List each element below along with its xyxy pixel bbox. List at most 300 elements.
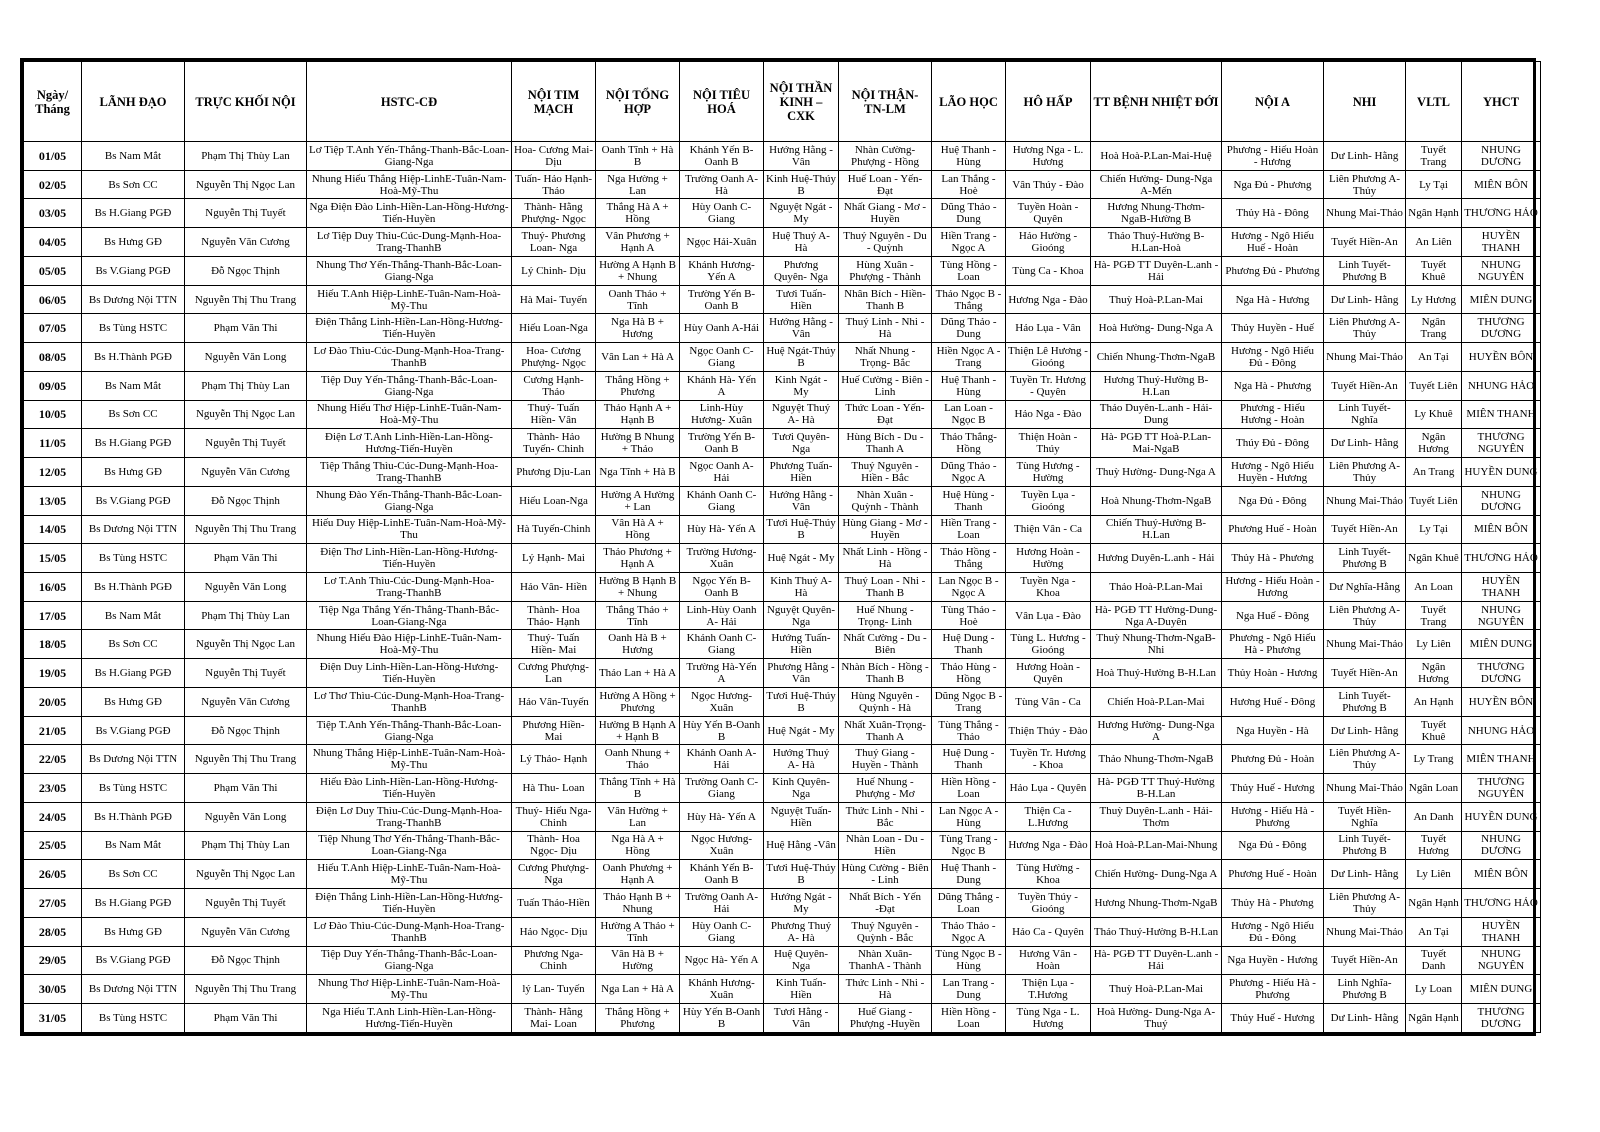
schedule-cell: Ly Tại (1406, 170, 1462, 199)
schedule-cell: Hường A Hồng + Phương (596, 687, 680, 716)
schedule-cell: Nguyễn Thị Thu Trang (185, 745, 307, 774)
schedule-cell: Nga Tĩnh + Hà B (596, 458, 680, 487)
schedule-cell: THƯƠNG HẢO (1462, 199, 1541, 228)
schedule-cell: Nhàn Xuân - Quỳnh - Thành (839, 486, 932, 515)
schedule-cell: Hùy Hà- Yến A (680, 515, 764, 544)
schedule-cell: Tiệp T.Anh Yến-Thắng-Thanh-Bắc-Loan-Giang-Nga (307, 716, 512, 745)
schedule-cell: Thiện Hoàn - Thúy (1006, 429, 1091, 458)
date-cell: 06/05 (24, 285, 82, 314)
schedule-cell: Nhung Thắng Hiệp-LinhE-Tuân-Nam-Hoà-Mỹ-Thu (307, 745, 512, 774)
schedule-cell: Tiệp Nhung Thơ Yến-Thắng-Thanh-Bắc-Loan-Giang-Nga (307, 831, 512, 860)
schedule-body (24, 142, 1541, 1033)
schedule-cell: Bs Dương Nội TTN (82, 745, 185, 774)
schedule-cell: Phương Quyên- Nga (764, 256, 839, 285)
column-header: NỘI TỔNG HỢP (596, 62, 680, 142)
schedule-cell: Chiến Hường- Dung-Nga A (1091, 860, 1222, 889)
schedule-cell: Hiếu T.Anh Hiệp-LinhE-Tuân-Nam-Hoà-Mỹ-Thu (307, 860, 512, 889)
schedule-cell: Dũng Thảo - Dung (932, 314, 1006, 343)
schedule-row (24, 1004, 1541, 1033)
schedule-cell: Thủy Hà - Phương (1222, 544, 1324, 573)
schedule-cell: Hoà Hoà-P.Lan-Mai-Nhung (1091, 831, 1222, 860)
schedule-cell: THƯƠNG HẢO (1462, 544, 1541, 573)
schedule-cell: Thảo Hạnh B + Nhung (596, 889, 680, 918)
schedule-cell: Khánh Hương-Xuân (680, 975, 764, 1004)
date-cell: 31/05 (24, 1004, 82, 1033)
schedule-cell: Tuyết Hiền-An (1324, 659, 1406, 688)
schedule-cell: Phương - Hiếu Hương - Hoàn (1222, 400, 1324, 429)
schedule-cell: Hướng Hằng -Vân (764, 486, 839, 515)
schedule-cell: Thảo Thuý-Hường B-H.Lan-Hoà (1091, 228, 1222, 257)
schedule-cell: Ngân Loan (1406, 774, 1462, 803)
schedule-cell: An Hạnh (1406, 687, 1462, 716)
schedule-cell: Tiệp Duy Yến-Thắng-Thanh-Bắc-Loan-Giang-Nga (307, 946, 512, 975)
schedule-cell: Hương - Ngô Hiếu Huế - Hoàn (1222, 228, 1324, 257)
date-cell: 25/05 (24, 831, 82, 860)
date-cell: 17/05 (24, 601, 82, 630)
schedule-cell: MIÊN BÔN (1462, 860, 1541, 889)
schedule-cell: Thuỳ Hoà-P.Lan-Mai (1091, 285, 1222, 314)
schedule-cell: Thuý Loan - Nhi - Thanh B (839, 573, 932, 602)
schedule-cell: Phương Nga-Chinh (512, 946, 596, 975)
schedule-cell: Hiếu Loan-Nga (512, 314, 596, 343)
schedule-cell: Khánh Yến B-Oanh B (680, 860, 764, 889)
schedule-cell: Lý Thảo- Hạnh (512, 745, 596, 774)
schedule-cell: Kinh Tuấn-Hiền (764, 975, 839, 1004)
schedule-cell: Nga Hiếu T.Anh Linh-Hiền-Lan-Hồng-Hương-Tiến-Huyền (307, 1004, 512, 1033)
schedule-cell: Nhàn Xuân-ThanhA - Thành (839, 946, 932, 975)
schedule-cell: Phạm Thị Thùy Lan (185, 371, 307, 400)
schedule-cell: Linh Nghĩa-Phương B (1324, 975, 1406, 1004)
schedule-cell: Hoa- Cương Mai- Dịu (512, 142, 596, 171)
schedule-cell: Bs V.Giang PGĐ (82, 256, 185, 285)
date-cell: 19/05 (24, 659, 82, 688)
schedule-cell: Vân Hà B + Hường (596, 946, 680, 975)
schedule-cell: Hà- PGĐ TT Duyên-L.anh - Hải (1091, 946, 1222, 975)
schedule-cell: NHUNG DƯƠNG (1462, 142, 1541, 171)
schedule-cell: An Loan (1406, 573, 1462, 602)
schedule-cell: Khánh Hà- Yến A (680, 371, 764, 400)
schedule-row (24, 774, 1541, 803)
schedule-cell: Nhung Hiếu Đào Hiệp-LinhE-Tuân-Nam-Hoà-Mỹ-Thu (307, 630, 512, 659)
schedule-row (24, 285, 1541, 314)
schedule-cell: Tươi Huệ-Thúy B (764, 687, 839, 716)
schedule-cell: Hường B Hạnh B + Nhung (596, 573, 680, 602)
schedule-cell: Phương Đủ - Phương (1222, 256, 1324, 285)
schedule-cell: Tuyền Tr. Hương - Quyên (1006, 371, 1091, 400)
schedule-cell: Hà Mai- Tuyến (512, 285, 596, 314)
schedule-cell: Oanh Nhung + Thảo (596, 745, 680, 774)
schedule-cell: Hương Huế - Đông (1222, 687, 1324, 716)
schedule-cell: NHUNG NGUYÊN (1462, 256, 1541, 285)
date-cell: 28/05 (24, 917, 82, 946)
schedule-cell: Hương Nga - Đào (1006, 831, 1091, 860)
schedule-cell: Phương Huế - Hoàn (1222, 860, 1324, 889)
schedule-cell: HUYỀN DUNG (1462, 802, 1541, 831)
schedule-cell: THƯƠNG NGUYÊN (1462, 774, 1541, 803)
schedule-cell: Thuý Nguyên - Du - Quỳnh (839, 228, 932, 257)
schedule-cell: Linh-Hùy Hương- Xuân (680, 400, 764, 429)
schedule-cell: Bs H.Giang PGĐ (82, 659, 185, 688)
schedule-cell: Tuyết Danh (1406, 946, 1462, 975)
column-header: NỘI TIÊU HOÁ (680, 62, 764, 142)
schedule-cell: An Trang (1406, 458, 1462, 487)
schedule-cell: Hương Vân - Hoàn (1006, 946, 1091, 975)
schedule-cell: Thảo Hùng - Hồng (932, 659, 1006, 688)
schedule-cell: Ngân Hạnh (1406, 1004, 1462, 1033)
schedule-cell: Điện Duy Linh-Hiền-Lan-Hồng-Hương-Tiến-Huyền (307, 659, 512, 688)
schedule-cell: Thủy Huế - Hương (1222, 1004, 1324, 1033)
date-cell: 13/05 (24, 486, 82, 515)
date-cell: 02/05 (24, 170, 82, 199)
schedule-cell: Hương Hoàn - Hường (1006, 544, 1091, 573)
schedule-cell: Phương - Hiếu Hoàn - Hương (1222, 142, 1324, 171)
schedule-cell: Thảo Phương + Hạnh A (596, 544, 680, 573)
schedule-row (24, 256, 1541, 285)
schedule-cell: Điện Thơ Linh-Hiền-Lan-Hồng-Hương-Tiến-Huyền (307, 544, 512, 573)
schedule-row (24, 745, 1541, 774)
schedule-cell: Huệ Thanh - Hùng (932, 371, 1006, 400)
schedule-cell: Nguyễn Văn Long (185, 802, 307, 831)
schedule-cell: Linh Tuyết-Nghĩa (1324, 400, 1406, 429)
schedule-cell: Nguyễn Thị Tuyết (185, 889, 307, 918)
schedule-cell: Hiếu Đào Linh-Hiền-Lan-Hồng-Hương-Tiến-Huyền (307, 774, 512, 803)
schedule-cell: Huệ Dung - Thanh (932, 630, 1006, 659)
schedule-cell: Thuỳ Duyên-L.anh - Hải-Thơm (1091, 802, 1222, 831)
schedule-cell: Dư Linh- Hằng (1324, 285, 1406, 314)
schedule-cell: Đỗ Ngọc Thịnh (185, 486, 307, 515)
schedule-cell: Hảo Vân-Tuyến (512, 687, 596, 716)
schedule-cell: HUYỀN BÔN (1462, 687, 1541, 716)
schedule-cell: Lơ Thơ Thìu-Cúc-Dung-Mạnh-Hoa-Trang-ThanhB (307, 687, 512, 716)
schedule-cell: Lan Trang - Dung (932, 975, 1006, 1004)
schedule-cell: Phương Thuý A- Hà (764, 917, 839, 946)
schedule-cell: Thắng Hồng + Phương (596, 371, 680, 400)
schedule-cell: Thuý Nguyên - Quỳnh - Bắc (839, 917, 932, 946)
schedule-cell: Dư Linh- Hằng (1324, 142, 1406, 171)
schedule-cell: Nguyễn Thị Thu Trang (185, 515, 307, 544)
schedule-cell: Bs Tùng HSTC (82, 1004, 185, 1033)
schedule-cell: Nhàn Bích - Hồng - Thanh B (839, 659, 932, 688)
schedule-cell: THƯƠNG NGUYÊN (1462, 429, 1541, 458)
date-cell: 10/05 (24, 400, 82, 429)
schedule-cell: Thuỳ Nhung-Thơm-NgaB-Nhi (1091, 630, 1222, 659)
schedule-cell: Chiến Hường- Dung-Nga A-Mến (1091, 170, 1222, 199)
schedule-cell: Lý Hạnh- Mai (512, 544, 596, 573)
schedule-cell: Ngọc Oanh A-Hải (680, 458, 764, 487)
column-header: VLTL (1406, 62, 1462, 142)
schedule-cell: Huệ Ngát - My (764, 544, 839, 573)
schedule-cell: Thảo Duyên-L.anh - Hải-Dung (1091, 400, 1222, 429)
schedule-cell: Kinh Thuý A-Hà (764, 573, 839, 602)
schedule-cell: Thảo Thắng-Hồng (932, 429, 1006, 458)
column-header: TT BỆNH NHIỆT ĐỚI (1091, 62, 1222, 142)
date-cell: 15/05 (24, 544, 82, 573)
schedule-cell: Oanh Phương + Hạnh A (596, 860, 680, 889)
schedule-cell: Huế Nhung - Phượng - Mơ (839, 774, 932, 803)
schedule-row (24, 170, 1541, 199)
schedule-cell: Linh-Hùy Oanh A- Hải (680, 601, 764, 630)
schedule-cell: MIÊN BÔN (1462, 170, 1541, 199)
schedule-cell: Ngọc Hương-Xuân (680, 687, 764, 716)
schedule-cell: Bs Hưng GĐ (82, 917, 185, 946)
schedule-cell: Nga Đủ - Đông (1222, 831, 1324, 860)
schedule-cell: THƯƠNG DƯƠNG (1462, 314, 1541, 343)
schedule-cell: Linh Tuyết-Phương B (1324, 687, 1406, 716)
schedule-cell: Dư Linh- Hằng (1324, 860, 1406, 889)
schedule-cell: Tuyền Lụa - Gioóng (1006, 486, 1091, 515)
schedule-row (24, 573, 1541, 602)
schedule-cell: Huệ Thuý A-Hà (764, 228, 839, 257)
schedule-cell: Phương Hiền-Mai (512, 716, 596, 745)
schedule-cell: Hương Nhung-Thơm-NgaB-Hường B (1091, 199, 1222, 228)
schedule-cell: Cương Phượng-Lan (512, 659, 596, 688)
schedule-cell: Trường Hương-Xuân (680, 544, 764, 573)
column-header: NỘI TIM MẠCH (512, 62, 596, 142)
schedule-cell: Trường Yến B-Oanh B (680, 285, 764, 314)
schedule-cell: Hiếu Duy Hiệp-LinhE-Tuân-Nam-Hoà-Mỹ-Thu (307, 515, 512, 544)
schedule-row (24, 860, 1541, 889)
schedule-cell: Hà- PGĐ TT Hoà-P.Lan-Mai-NgaB (1091, 429, 1222, 458)
schedule-cell: Thủy Huế - Hương (1222, 774, 1324, 803)
schedule-cell: Khánh Oanh A-Hải (680, 745, 764, 774)
schedule-cell: Bs V.Giang PGĐ (82, 716, 185, 745)
schedule-cell: Tùng Hương - Hường (1006, 458, 1091, 487)
schedule-cell: Tuyền Thúy - Gioóng (1006, 889, 1091, 918)
schedule-cell: Thủy Huyền - Huế (1222, 314, 1324, 343)
schedule-cell: Bs H.Thành PGĐ (82, 573, 185, 602)
schedule-cell: Dũng Ngọc B - Trang (932, 687, 1006, 716)
schedule-cell: Nhung Thơ Yến-Thắng-Thanh-Bắc-Loan-Giang-Nga (307, 256, 512, 285)
schedule-row (24, 142, 1541, 171)
schedule-cell: Ngọc Oanh C-Giang (680, 343, 764, 372)
schedule-cell: Thắng Thảo + Tĩnh (596, 601, 680, 630)
schedule-cell: Tuyền Tr. Hương - Khoa (1006, 745, 1091, 774)
date-cell: 12/05 (24, 458, 82, 487)
date-cell: 03/05 (24, 199, 82, 228)
schedule-cell: Nga Huyền - Hà (1222, 716, 1324, 745)
schedule-cell: Hùy Oanh C-Giang (680, 199, 764, 228)
schedule-cell: Thức Linh - Nhi - Hà (839, 975, 932, 1004)
schedule-cell: Thuý- Phương Loan- Nga (512, 228, 596, 257)
schedule-cell: Nhất Nhung - Trọng- Bắc (839, 343, 932, 372)
schedule-cell: HUYỀN THANH (1462, 917, 1541, 946)
schedule-cell: Thuỳ Hoà-P.Lan-Mai (1091, 975, 1222, 1004)
schedule-cell: Hà- PGĐ TT Duyên-L.anh - Hải (1091, 256, 1222, 285)
schedule-cell: Nguyệt Quyên- Nga (764, 601, 839, 630)
schedule-cell: Bs H.Thành PGĐ (82, 343, 185, 372)
schedule-row (24, 371, 1541, 400)
schedule-cell: Nguyễn Văn Cương (185, 917, 307, 946)
schedule-cell: NHUNG DƯƠNG (1462, 486, 1541, 515)
schedule-cell: Cương Hạnh-Thảo (512, 371, 596, 400)
schedule-cell: Ngân Hạnh (1406, 889, 1462, 918)
schedule-cell: Phương Tuấn- Hiền (764, 458, 839, 487)
schedule-cell: Tuấn- Hảo Hạnh- Thảo (512, 170, 596, 199)
schedule-cell: Hà Thu- Loan (512, 774, 596, 803)
schedule-cell: Trường Oanh A- Hà (680, 170, 764, 199)
schedule-cell: Chiến Hoà-P.Lan-Mai (1091, 687, 1222, 716)
schedule-cell: Nguyễn Văn Cương (185, 458, 307, 487)
schedule-cell: Thuý Nguyên - Hiền - Bắc (839, 458, 932, 487)
schedule-cell: Vân Phương + Hạnh A (596, 228, 680, 257)
schedule-cell: Ngọc Hương-Xuân (680, 831, 764, 860)
schedule-cell: Hà- PGĐ TT Thuý-Hường B-H.Lan (1091, 774, 1222, 803)
schedule-cell: Hương Hoàn - Quyên (1006, 659, 1091, 688)
schedule-row (24, 400, 1541, 429)
schedule-cell: Thảo Hồng - Thắng (932, 544, 1006, 573)
schedule-cell: Bs Tùng HSTC (82, 544, 185, 573)
schedule-cell: lý Lan- Tuyến (512, 975, 596, 1004)
date-cell: 20/05 (24, 687, 82, 716)
schedule-cell: Nhân Bích - Hiền- Thanh B (839, 285, 932, 314)
schedule-cell: Đỗ Ngọc Thịnh (185, 946, 307, 975)
schedule-cell: Nguyệt Thuý A- Hà (764, 400, 839, 429)
schedule-cell: Cương Phượng-Nga (512, 860, 596, 889)
schedule-row (24, 659, 1541, 688)
date-cell: 27/05 (24, 889, 82, 918)
schedule-cell: Thảo Ngọc B - Thắng (932, 285, 1006, 314)
schedule-cell: An Tại (1406, 917, 1462, 946)
schedule-cell: Liên Phương A- Thủy (1324, 314, 1406, 343)
schedule-cell: Liên Phương A- Thủy (1324, 601, 1406, 630)
schedule-row (24, 458, 1541, 487)
schedule-cell: Tuyết Liên (1406, 486, 1462, 515)
schedule-cell: Ngọc Yến B-Oanh B (680, 573, 764, 602)
date-cell: 30/05 (24, 975, 82, 1004)
schedule-cell: Nhất Xuân-Trọng- Thanh A (839, 716, 932, 745)
date-cell: 01/05 (24, 142, 82, 171)
schedule-cell: Huế Cường - Biên - Linh (839, 371, 932, 400)
schedule-cell: Tuyết Trang (1406, 142, 1462, 171)
schedule-cell: Nguyễn Thị Tuyết (185, 429, 307, 458)
schedule-cell: THƯƠNG DƯƠNG (1462, 1004, 1541, 1033)
schedule-cell: Hương Nga - Đào (1006, 285, 1091, 314)
column-header: NỘI THẦN KINH – CXK (764, 62, 839, 142)
schedule-cell: THƯƠNG DƯƠNG (1462, 659, 1541, 688)
schedule-cell: Trường Oanh C- Giang (680, 774, 764, 803)
schedule-cell: Dũng Thảo - Ngọc A (932, 458, 1006, 487)
schedule-cell: Thuý Linh - Nhi - Hà (839, 314, 932, 343)
schedule-cell: Thiện Vân - Ca (1006, 515, 1091, 544)
schedule-cell: Bs Dương Nội TTN (82, 285, 185, 314)
schedule-cell: Nga Hà - Phương (1222, 371, 1324, 400)
schedule-cell: Trường Yến B-Oanh B (680, 429, 764, 458)
schedule-cell: Hà- PGĐ TT Hường-Dung-Nga A-Duyên (1091, 601, 1222, 630)
schedule-cell: Nguyễn Thị Ngọc Lan (185, 630, 307, 659)
schedule-cell: Tuyết Trang (1406, 601, 1462, 630)
schedule-cell: An Liên (1406, 228, 1462, 257)
schedule-cell: Hường B Hạnh A + Hạnh B (596, 716, 680, 745)
schedule-cell: Tùng Nga - L. Hương (1006, 1004, 1091, 1033)
schedule-cell: Hường A Thảo + Tĩnh (596, 917, 680, 946)
schedule-row (24, 946, 1541, 975)
schedule-cell: Nhung Hiếu Thơ Hiệp-LinhE-Tuân-Nam-Hoà-Mỹ-Thu (307, 400, 512, 429)
schedule-cell: Hương - Hiếu Hoàn - Hương (1222, 573, 1324, 602)
schedule-cell: NHUNG NGUYÊN (1462, 601, 1541, 630)
schedule-cell: Thắng Hà A + Hồng (596, 199, 680, 228)
schedule-cell: Huệ Hùng - Thanh (932, 486, 1006, 515)
schedule-cell: Tuyết Hương (1406, 831, 1462, 860)
schedule-cell: Ngân Trang (1406, 314, 1462, 343)
schedule-cell: Thảo Hạnh A + Hạnh B (596, 400, 680, 429)
schedule-row (24, 917, 1541, 946)
date-cell: 22/05 (24, 745, 82, 774)
schedule-cell: Hương Thuý-Hường B-H.Lan (1091, 371, 1222, 400)
date-cell: 07/05 (24, 314, 82, 343)
duty-schedule-sheet (20, 58, 1536, 1036)
schedule-cell: Hảo Ca - Quyên (1006, 917, 1091, 946)
schedule-cell: Tùng Thắng - Thảo (932, 716, 1006, 745)
schedule-cell: Nguyễn Thị Tuyết (185, 199, 307, 228)
schedule-row (24, 687, 1541, 716)
schedule-row (24, 975, 1541, 1004)
schedule-cell: Tùng Hường - Khoa (1006, 860, 1091, 889)
schedule-cell: Chiến Thuý-Hường B-H.Lan (1091, 515, 1222, 544)
column-header: TRỰC KHỐI NỘI (185, 62, 307, 142)
schedule-cell: Hương Hường- Dung-Nga A (1091, 716, 1222, 745)
schedule-cell: Dư Linh- Hằng (1324, 429, 1406, 458)
schedule-cell: Liên Phương A- Thủy (1324, 458, 1406, 487)
schedule-cell: HUYỀN DUNG (1462, 458, 1541, 487)
schedule-cell: Oanh Tĩnh + Hà B (596, 142, 680, 171)
schedule-cell: Vân Lan + Hà A (596, 343, 680, 372)
schedule-cell: Tuyết Hiền-An (1324, 515, 1406, 544)
schedule-cell: Hướng Hằng -Vân (764, 314, 839, 343)
column-header: NỘI THẬN-TN-LM (839, 62, 932, 142)
schedule-cell: Phạm Văn Thi (185, 1004, 307, 1033)
schedule-cell: Huệ Quyên-Nga (764, 946, 839, 975)
schedule-cell: Hương - Ngô Hiếu Huyền - Hương (1222, 458, 1324, 487)
schedule-cell: Dư Linh- Hằng (1324, 716, 1406, 745)
schedule-cell: Nhung Mai-Thảo (1324, 199, 1406, 228)
schedule-cell: NHUNG NGUYÊN (1462, 946, 1541, 975)
schedule-cell: Phạm Thị Thùy Lan (185, 601, 307, 630)
schedule-cell: An Danh (1406, 802, 1462, 831)
schedule-cell: Tuyết Hiền-Nghĩa (1324, 802, 1406, 831)
schedule-cell: Nguyễn Thị Tuyết (185, 659, 307, 688)
schedule-cell: Huệ Ngát - My (764, 716, 839, 745)
schedule-cell: Hương Duyên-L.anh - Hải (1091, 544, 1222, 573)
schedule-cell: Dư Linh- Hằng (1324, 1004, 1406, 1033)
schedule-cell: Nhung Mai-Thảo (1324, 774, 1406, 803)
schedule-cell: Nhung Đào Yến-Thắng-Thanh-Bắc-Loan-Giang-Nga (307, 486, 512, 515)
schedule-cell: Điện Lơ Duy Thìu-Cúc-Dung-Mạnh-Hoa-Trang-ThanhB (307, 802, 512, 831)
schedule-cell: Nhung Mai-Thảo (1324, 486, 1406, 515)
schedule-cell: Nguyệt Tuấn-Hiền (764, 802, 839, 831)
schedule-cell: Phương Dịu-Lan (512, 458, 596, 487)
schedule-cell: Bs Tùng HSTC (82, 774, 185, 803)
schedule-cell: Nhất Giang - Mơ - Huyền (839, 199, 932, 228)
column-header: LÃNH ĐẠO (82, 62, 185, 142)
schedule-cell: Thảo Thảo - Ngọc A (932, 917, 1006, 946)
schedule-cell: Lan Ngọc B - Ngọc A (932, 573, 1006, 602)
schedule-cell: Tùng Vân - Ca (1006, 687, 1091, 716)
schedule-cell: Tuấn Thảo-Hiền (512, 889, 596, 918)
schedule-cell: Thức Linh - Nhi - Bắc (839, 802, 932, 831)
schedule-cell: Ngân Hương (1406, 659, 1462, 688)
schedule-cell: Bs Nam Mắt (82, 371, 185, 400)
schedule-cell: Tuyết Khuê (1406, 716, 1462, 745)
schedule-cell: Linh Tuyết-Phương B (1324, 831, 1406, 860)
column-header: NỘI A (1222, 62, 1324, 142)
schedule-cell: Bs Sơn CC (82, 630, 185, 659)
schedule-cell: Bs Dương Nội TTN (82, 975, 185, 1004)
schedule-cell: Vân Hường + Lan (596, 802, 680, 831)
schedule-cell: Khánh Hương-Yến A (680, 256, 764, 285)
schedule-cell: Ngân Hạnh (1406, 199, 1462, 228)
schedule-cell: Hiền Ngọc A - Trang (932, 343, 1006, 372)
schedule-cell: Hoa- Cương Phượng- Ngọc (512, 343, 596, 372)
